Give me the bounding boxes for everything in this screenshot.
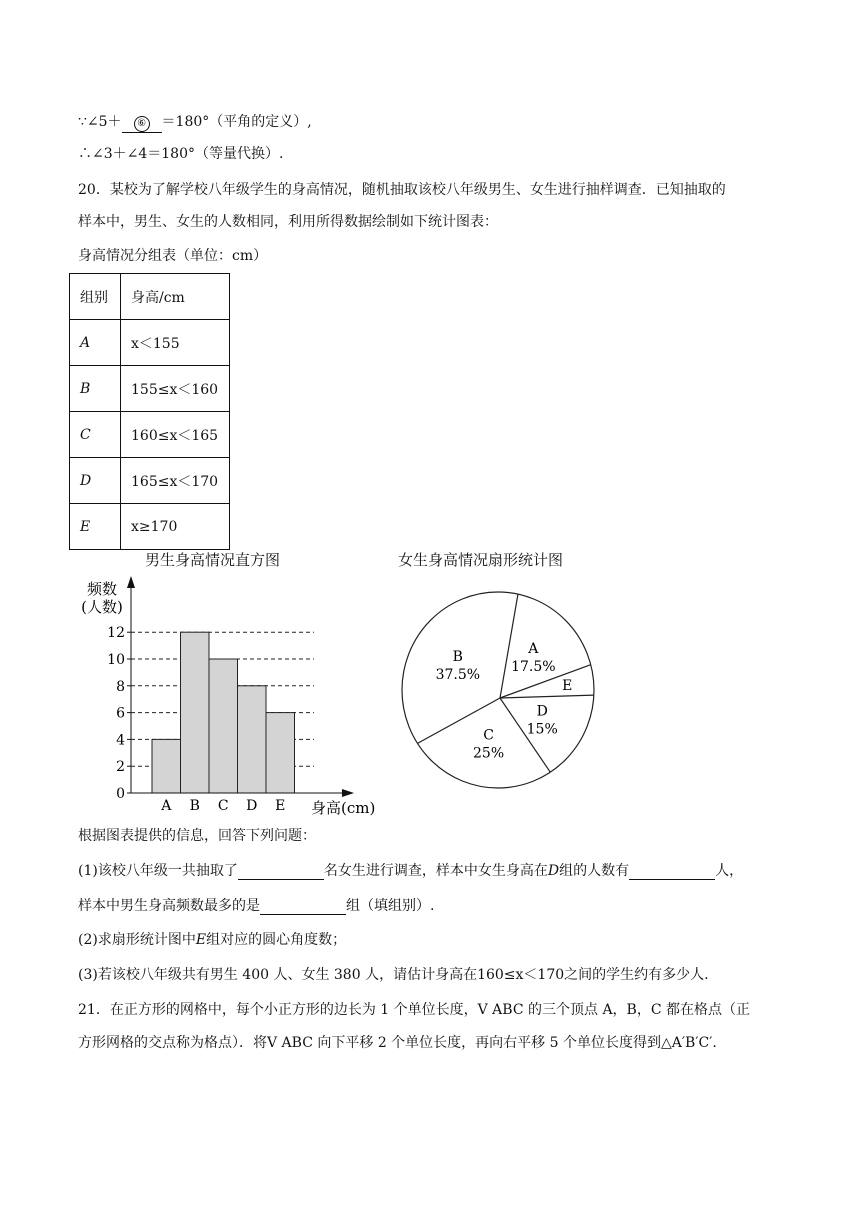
p1-f: 样本中男生身高频数最多的是: [78, 898, 260, 914]
x-tick-label: A: [161, 798, 172, 814]
q20-intro-2: 样本中，男生、女生的人数相同，利用所得数据绘制如下统计图表：: [78, 214, 498, 230]
p1-e: 人，: [715, 863, 744, 879]
y-tick-label: 8: [116, 678, 125, 695]
group-label: A: [80, 334, 91, 351]
group-label: C: [80, 426, 91, 443]
height-group-table: [69, 273, 230, 550]
prev-line-1-b: ＝180°（平角的定义）,: [161, 114, 312, 130]
height-range: 160≤x＜165: [121, 412, 230, 458]
y-axis-title: (人数): [81, 598, 123, 616]
table-header-row: [70, 274, 230, 320]
answer-blank-3[interactable]: [260, 898, 346, 915]
x-axis-arrow: [342, 789, 354, 797]
table-row: [70, 504, 230, 550]
slice-label-A: A: [528, 640, 539, 657]
p1-c: D: [547, 863, 560, 879]
prev-line-1-a: ∵∠5＋: [78, 114, 122, 130]
slice-percent-B: 37.5%: [435, 666, 481, 683]
slice-label-E: E: [562, 677, 573, 694]
height-range: x＜155: [121, 320, 230, 366]
bar-A: [152, 739, 181, 793]
x-tick-label: B: [189, 798, 200, 814]
histogram-title: 男生身高情况直方图: [145, 551, 281, 569]
y-axis-arrow: [127, 576, 135, 588]
q20-part-2: [78, 930, 346, 950]
blank-6-label: ⑥: [134, 116, 150, 132]
slice-percent-D: 15%: [526, 721, 558, 738]
bar-C: [209, 659, 238, 793]
q20-intro-1: 20．某校为了解学校八年级学生的身高情况，随机抽取该校八年级男生、女生进行抽样调查．已知抽取的: [78, 182, 726, 198]
height-range: 155≤x＜160: [121, 366, 230, 412]
bar-E: [266, 713, 295, 793]
height-range: x≥170: [121, 504, 230, 550]
group-label: E: [80, 518, 91, 535]
slice-label-B: B: [452, 648, 463, 665]
prev-line-2: ∴∠3＋∠4＝180°（等量代换）.: [78, 146, 284, 162]
prev-line-1: [78, 112, 312, 133]
table-row: [70, 458, 230, 504]
p2-a: (2)求扇形统计图中: [78, 932, 196, 948]
y-axis-title: 频数: [86, 580, 118, 598]
p1-g: 组（填组别）.: [346, 898, 435, 914]
table-title: 身高情况分组表（单位：cm）: [78, 248, 268, 264]
answer-blank-2[interactable]: [629, 863, 715, 880]
q20-lead: 根据图表提供的信息，回答下列问题：: [78, 828, 316, 844]
slice-percent-C: 25%: [473, 745, 505, 762]
y-tick-label: 4: [116, 732, 125, 749]
p1-d: 组的人数有: [559, 863, 630, 879]
pie-title: 女生身高情况扇形统计图: [398, 551, 564, 569]
y-tick-label: 12: [107, 625, 125, 642]
q20-part-1-cont: [78, 896, 434, 916]
p1-b: 名女生进行调查，样本中女生身高在: [323, 863, 548, 879]
table-row: [70, 320, 230, 366]
table-header-cell: 身高/cm: [121, 274, 230, 320]
bar-D: [238, 686, 267, 793]
y-tick-label: 2: [116, 759, 125, 776]
group-label: D: [80, 472, 92, 489]
slice-percent-A: 17.5%: [511, 658, 556, 675]
x-axis-title: 身高(cm): [311, 799, 376, 817]
x-tick-label: E: [275, 798, 286, 814]
p1-a: (1)该校八年级一共抽取了: [78, 863, 238, 879]
q21-line-1: 21．在正方形的网格中，每个小正方形的边长为 1 个单位长度，V ABC 的三个顶点 A，B，C 都在格点（正: [78, 1002, 751, 1018]
table-row: [70, 412, 230, 458]
blank-6: [122, 114, 162, 133]
answer-blank-1[interactable]: [238, 863, 324, 880]
y-tick-label: 6: [116, 705, 125, 722]
q20-part-3: (3)若该校八年级共有男生 400 人、女生 380 人，请估计身高在160≤x＜170之间的学生约有多少人.: [78, 967, 709, 983]
q21-line-2: 方形网格的交点称为格点）．将V ABC 向下平移 2 个单位长度，再向右平移 5 个单位长度得到△A′B′C′.: [78, 1035, 717, 1051]
p2-b: E: [195, 932, 207, 948]
x-tick-label: D: [246, 798, 258, 814]
height-range: 165≤x＜170: [121, 458, 230, 504]
p2-c: 组对应的圆心角度数；: [206, 932, 347, 948]
slice-label-C: C: [483, 727, 494, 744]
table-header-cell: 组别: [70, 274, 121, 320]
y-tick-label: 10: [107, 652, 125, 668]
boys-height-histogram: [70, 570, 400, 820]
y-tick-label: 0: [116, 786, 125, 802]
table-row: [70, 366, 230, 412]
bar-B: [181, 632, 210, 793]
x-tick-label: C: [217, 798, 229, 814]
girls-height-pie-chart: [398, 585, 608, 800]
group-label: B: [80, 380, 91, 397]
q20-part-1: [78, 861, 743, 881]
slice-label-D: D: [536, 703, 548, 720]
